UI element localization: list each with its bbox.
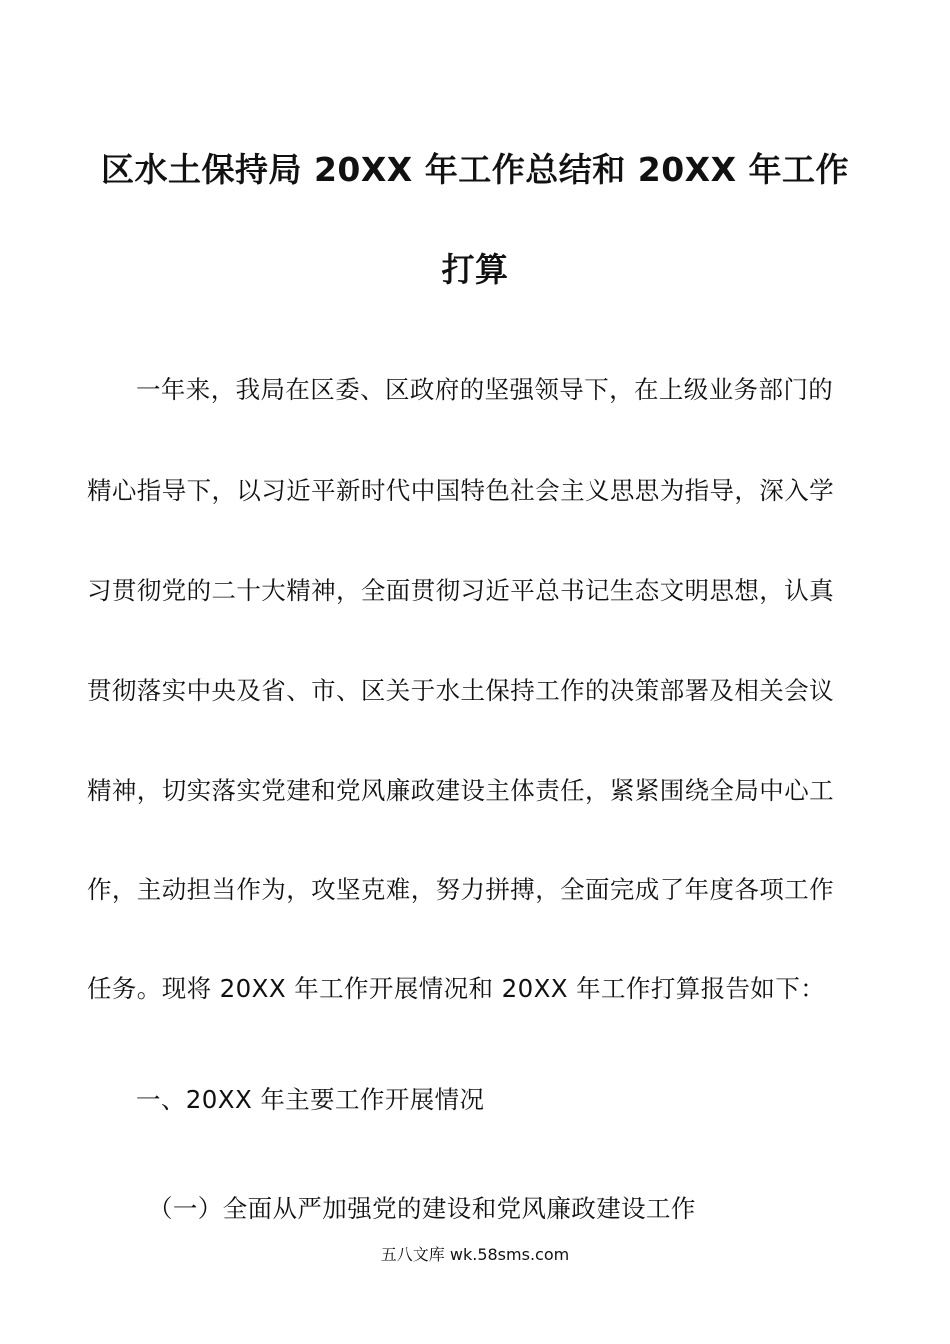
paragraph-line: 精神，切实落实党建和党风廉政建设主体责任，紧紧围绕全局中心工 (87, 776, 834, 805)
section-heading: 一、20XX 年主要工作开展情况 (136, 1085, 485, 1114)
paragraph-line: 精心指导下，以习近平新时代中国特色社会主义思思为指导，深入学 (87, 476, 834, 505)
paragraph-line: 一年来，我局在区委、区政府的坚强领导下，在上级业务部门的 (136, 375, 834, 404)
paragraph-line: 贯彻落实中央及省、市、区关于水土保持工作的决策部署及相关会议 (87, 676, 834, 705)
subsection-heading: （一）全面从严加强党的建设和党风廉政建设工作 (148, 1194, 696, 1223)
paragraph-line: 习贯彻党的二十大精神，全面贯彻习近平总书记生态文明思想，认真 (87, 576, 834, 605)
footer-watermark: 五八文库 wk.58sms.com (380, 1245, 570, 1264)
document-title-line-2: 打算 (441, 250, 509, 289)
paragraph-line: 作，主动担当作为，攻坚克难，努力拼搏，全面完成了年度各项工作 (87, 875, 834, 904)
document-title-line-1: 区水土保持局 20XX 年工作总结和 20XX 年工作 (100, 150, 850, 189)
paragraph-line: 任务。现将 20XX 年工作开展情况和 20XX 年工作打算报告如下： (87, 974, 826, 1003)
